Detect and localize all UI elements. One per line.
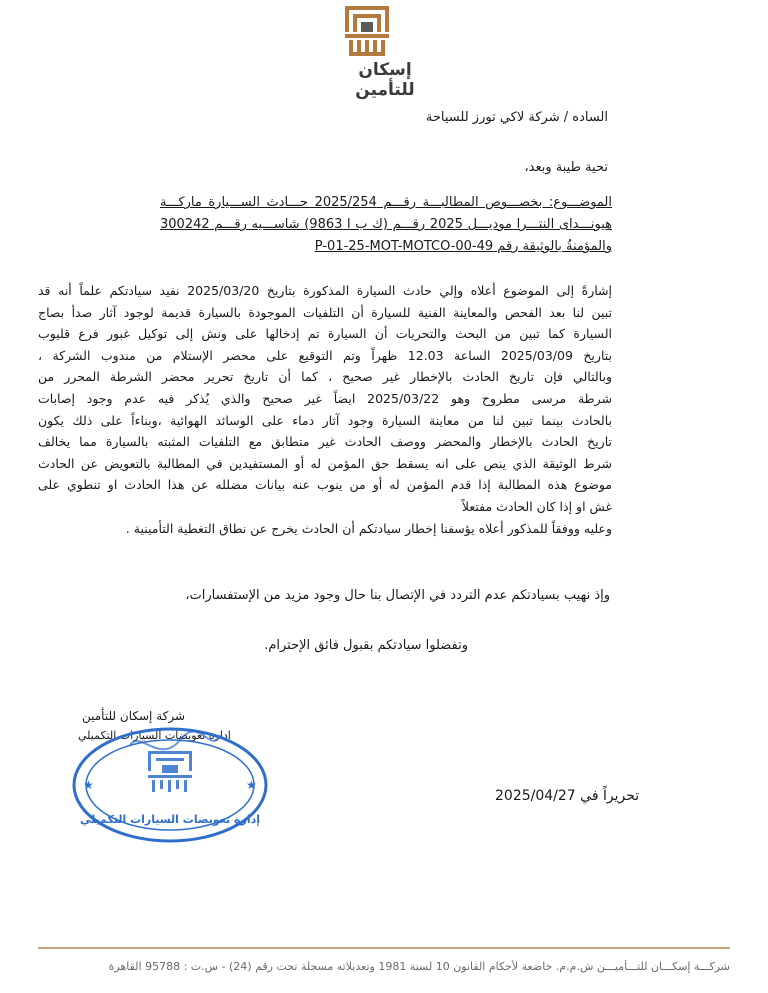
company-stamp-icon <box>70 725 270 845</box>
footer-divider <box>38 947 730 949</box>
body-line: موضوع هذه المطالبة إذا قدم المؤمن له أو من ينوب عنه بيانات مضلله عن هذا الحادث او تنطوي على <box>38 477 612 493</box>
body-line: وبالتالي فإن تاريخ الحادث بالإخطار غير صحيح ، كما أن تاريخ تحرير محضر الشرطة المحرر من <box>38 369 612 385</box>
signature-stamp-area <box>70 705 270 845</box>
body-line: غش او إذا كان الحادث مفتعلاً <box>461 498 612 514</box>
body-line: بالحادث بينما تبين لنا من معاينة السيارة وجود آثار دماء على الوسائد الهوائية ،وبناءاً على ذلك يكون <box>38 412 612 428</box>
company-logo <box>335 4 435 100</box>
recipient: الساده / شركة لاكي تورز للسياحة <box>425 110 608 125</box>
subject-block <box>160 192 612 258</box>
body-line: شرط الوثيقة الذي ينص على انه يسقط حق المؤمن له أو المستفيدين في المطالبة بالتعويض عن الحادث <box>38 455 612 471</box>
svg-text:★: ★ <box>246 778 257 792</box>
signature-company: شركة إسكان للتأمين <box>82 709 186 723</box>
letter-body <box>38 280 612 539</box>
subject-line: والمؤمنةُ بالوثيقة رقم P-01-25-MOT-MOTCO-00-49 <box>314 239 612 254</box>
body-line: وعليه ووفقاً للمذكور أعلاه يؤسفنا إخطار سيادتكم أن الحادث يخرج عن نطاق التغطية التأمينية . <box>125 520 612 536</box>
closing-inquiry: وإذ نهيب بسيادتكم عدم التردد في الإتصال بنا حال وجود مزيد من الإستفسارات، <box>185 588 610 603</box>
body-line: تبين لنا بعد الفحص والمعاينة الفنية للسيارة أن التلفيات الموجودة بالسيارة قديمة لوجود آثار صدأ بصاج <box>38 304 612 320</box>
body-line: شرطة مرسى مطروح وهو 2025/03/22 ايضاً غير صحيح والذي يُذكر فيه عدم وجود إصابات <box>38 390 613 406</box>
body-line: إشارةً إلى الموضوع أعلاه وإلي حادث السيارة المذكورة بتاريخ 2025/03/20 نفيد سيادتكم علماً أنه قد <box>38 283 612 298</box>
signature-department: إدارة تعويضات السيارات التكميلي <box>78 729 231 742</box>
logo-text: إسكان للتأمين <box>355 60 415 100</box>
logo-mark-icon <box>343 4 391 60</box>
body-line: السيارة كما تبين من البحث والتحريات أن السيارة تم إدخالها على ونش إلى توكيل غبور فرع قليوب <box>38 326 612 342</box>
subject-line: هيونـــداى النتـــرا موديـــل 2025 رقـــم (ك ب ا 9863) شاســـيه رقـــم 300242 <box>160 217 612 232</box>
subject-line: الموضـــوع: بخصـــوص المطالبـــة رقـــم 2025/254 حـــادث الســـيارة ماركـــة <box>160 195 613 210</box>
closing-regards: وتفضلوا سيادتكم بقبول فائق الإحترام. <box>264 638 468 653</box>
date-line: تحريراً في 2025/04/27 <box>495 788 640 804</box>
svg-text:★: ★ <box>83 778 94 792</box>
stamp-text: إدارة تعويضات السيارات التكميلي <box>79 813 261 826</box>
footer-registration: شركـــة إسكـــان للتـــأميـــن ش.م.م. خاضعة لأحكام القانون 10 لسنة 1981 وتعديلاته مسجلة تحت رقم (24) - س.ت : 95788 القاهرة <box>108 960 730 973</box>
body-line: بتاريخ 2025/03/09 الساعة 12.03 ظهراً وتم التوقيع على محضر الإستلام من مندوب الشركة ، <box>38 347 612 363</box>
greeting: تحية طيبة وبعد، <box>524 160 608 175</box>
body-line: تاريخ الحادث بالإخطار والمحضر ووصف الحادث غير متطابق مع التلفيات المثبته بالسيارة مما يخالف <box>38 434 612 450</box>
